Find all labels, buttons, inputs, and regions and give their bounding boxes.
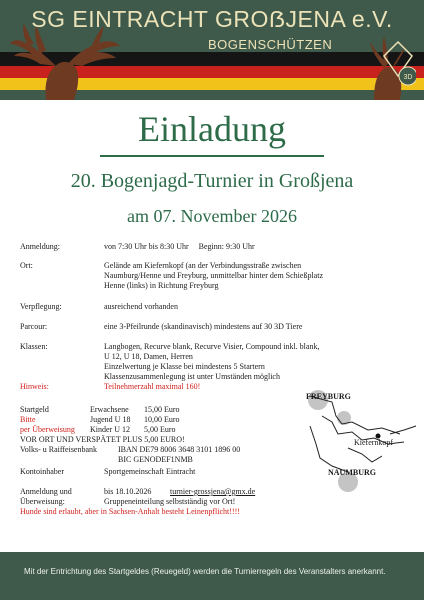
verpflegung-value: ausreichend vorhanden	[104, 302, 178, 311]
iban-value: IBAN DE79 8006 3648 3101 1896 00	[118, 445, 241, 454]
erwachsene-label: Erwachsene	[90, 405, 129, 414]
event-title: 20. Bogenjagd-Turnier in Großjena	[70, 170, 354, 192]
road-path-4	[390, 426, 416, 434]
club-name: SG EINTRACHT GROẞJENA e.V.	[31, 6, 393, 32]
jugend-label: Jugend U 18	[90, 415, 131, 424]
klassen-line-2: U 12, U 18, Damen, Herren	[104, 352, 193, 361]
map-label-kiefernkopf: Kiefernkopf	[354, 438, 394, 447]
anmeldung-ueberweisung-label: Anmeldung und	[20, 487, 72, 496]
ort-label: Ort:	[20, 261, 33, 270]
club-subtitle: BOGENSCHÜTZEN	[208, 37, 333, 52]
ueberweisung-hint: per Überweisung	[20, 425, 75, 434]
bic-value: BIC GENODEF1NMB	[118, 455, 193, 464]
anmeldung-label: Anmeldung:	[20, 242, 60, 251]
badge-3d-label: 3D	[403, 74, 413, 81]
location-map	[292, 386, 424, 501]
hinweis-value: Teilnehmerzahl maximal 160!	[104, 382, 201, 391]
stag-antlers-icon	[6, 22, 126, 100]
bitte-label: Bitte	[20, 415, 36, 424]
ort-line-3: Henne (links) in Richtung Freyburg	[104, 281, 219, 290]
parcour-value: eine 3-Pfeilrunde (skandinavisch) mindestens auf 30 3D Tiere	[104, 322, 303, 331]
klassen-label: Klassen:	[20, 342, 48, 351]
header-banner	[0, 0, 424, 100]
klassen-line-1: Langbogen, Recurve blank, Recurve Visier, Compound inkl. blank,	[104, 342, 320, 351]
map-label-freyburg: FREYBURG	[306, 392, 351, 401]
bank-label: Volks- u Raiffeisenbank	[20, 445, 98, 454]
hinweis-label: Hinweis:	[20, 382, 49, 391]
ueberweisung-label: Überweisung:	[20, 497, 65, 506]
kinder-label: Kinder U 12	[90, 425, 130, 434]
klassen-line-3: Einzelwertung je Klasse bei mindestens 5 Startern	[104, 362, 265, 371]
klassen-line-4: Klassenzusammenlegung ist unter Umständen möglich	[104, 372, 280, 381]
kinder-fee: 5,00 Euro	[144, 425, 176, 434]
ort-line-2: Naumburg/Henne und Freyburg, unmittelbar hinter dem Schießplatz	[104, 271, 323, 280]
jugend-fee: 10,00 Euro	[144, 415, 180, 424]
parcour-label: Parcour:	[20, 322, 48, 331]
title-underline	[100, 155, 324, 157]
anmeldung-value: von 7:30 Uhr bis 8:30 Uhr Beginn: 9:30 Uhr	[104, 242, 255, 251]
verpflegung-label: Verpflegung:	[20, 302, 62, 311]
event-date: am 07. November 2026	[127, 206, 297, 226]
page-title: Einladung	[138, 109, 286, 149]
gruppen-text: Gruppeneinteilung selbstständig vor Ort!	[104, 497, 236, 506]
map-label-naumburg: NAUMBURG	[328, 468, 376, 477]
road-path-3	[348, 448, 382, 462]
contact-email-link[interactable]: turnier-grossjena@gmx.de	[170, 487, 256, 496]
anmeldung-deadline: bis 18.10.2026	[104, 487, 152, 496]
kontoinhaber-label: Kontoinhaber	[20, 467, 64, 476]
footer-text: Mit der Entrichtung des Startgeldes (Reuegeld) werden die Turnierregeln des Veranstalters anerkannt.	[24, 567, 386, 576]
dog-notice: Hunde sind erlaubt, aber in Sachsen-Anhalt besteht Leinenpflicht!!!!	[20, 507, 240, 516]
vor-ort-surcharge: VOR ORT UND VERSPÄTET PLUS 5,00 EURO!	[20, 435, 185, 444]
kontoinhaber-value: Sportgemeinschaft Eintracht	[104, 467, 196, 476]
startgeld-label: Startgeld	[20, 405, 49, 414]
ort-line-1: Gelände am Kiefernkopf (an der Verbindungsstraße zwischen	[104, 261, 302, 270]
erwachsene-fee: 15,00 Euro	[144, 405, 180, 414]
stag-badge-icon	[360, 32, 416, 100]
